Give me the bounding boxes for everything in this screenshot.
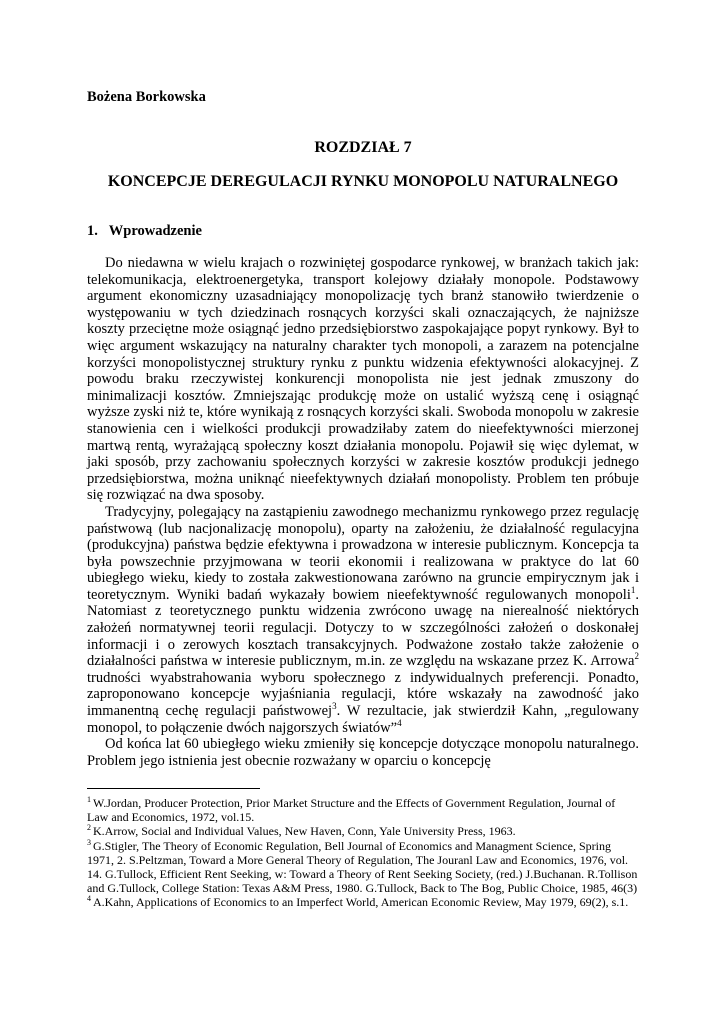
footnote-text: W.Jordan, Producer Protection, Prior Market Structure and the Effects of Government Regulation, Journal of Law and Economics, 1972, vol.15. — [87, 796, 616, 825]
paragraph-1: Do niedawna w wielu krajach o rozwiniętej gospodarce rynkowej, w branżach takich jak: telekomunikacja, elektroenergetyka, transport kolejowy działały monopole. Podstawowy argument ekonomiczny uzasadniający monopolizację tych branż stanowiło twierdzenie o występowaniu w tych dziedzinach rosnących korzyści skali oznaczających, że najniższe koszty przeciętne może osiągnąć jedno przedsiębiorstwo zaspokajające popyt rynkowy. Był to więc argument wskazujący na naturalny charakter tych monopoli, a zarazem na potencjalne korzyści monopolistycznej struktury rynku z punktu widzenia efektywności alokacyjnej. Z powodu braku rzeczywistej konkurencji monopolista nie jest jednak zmuszony do minimalizacji kosztów. Zmniejszając produkcję może on ustalić wyższą cenę i osiągnąć wyższe zyski niż te, które wynikają z rosnących korzyści skali. Swoboda monopolu w zakresie stanowienia cen i wielkości produkcji prowadziłaby zatem do nieefektywności mierzonej martwą rentą, wyrażającą społeczny koszt działania monopolu. Pojawił się więc dylemat, w jaki sposób, przy zachowaniu społecznych korzyści w zakresie kosztów produkcji jednego przedsiębiorstwa, można uniknąć nieefektywnych działań monopolisty. Problem ten próbuje się rozwiązać na dwa sposoby. — [87, 255, 639, 504]
section-number: 1. — [87, 223, 98, 239]
chapter-title: KONCEPCJE DEREGULACJI RYNKU MONOPOLU NATURALNEGO — [107, 173, 619, 190]
body-text — [87, 255, 639, 769]
paragraph-3: Od końca lat 60 ubiegłego wieku zmieniły się koncepcje dotyczące monopolu naturalnego. Problem jego istnienia jest obecnie rozważany w oparciu o koncepcję — [87, 736, 639, 769]
footnote — [87, 895, 639, 909]
section-title: Wprowadzenie — [108, 223, 202, 239]
footnote — [87, 839, 639, 896]
footnote-mark: 1 — [87, 795, 91, 804]
footnote — [87, 824, 639, 838]
footnote-text: G.Stigler, The Theory of Economic Regulation, Bell Journal of Economics and Managment Science, Spring 1971, 2. S.Peltzman, Toward a More General Theory of Regulation, The Jouranl Law and Economics, 1976, vol. 14. G.Tullock, Efficient Rent Seeking, w: Toward a Theory of Rent Seeking Society, (red.) J.Buchanan. R.Tollison and G.Tullock, College Station: Texas A&M Press, 1980. G.Tullock, Back to The Bog, Public Choice, 1985, 46(3) — [87, 838, 638, 896]
footnote — [87, 796, 639, 824]
footnote-separator — [87, 788, 260, 789]
footnote-mark: 3 — [87, 837, 91, 847]
footnote-ref-1: 1 — [630, 585, 636, 596]
footnote-ref-3: 3 — [332, 701, 337, 712]
section-heading — [87, 223, 202, 240]
paragraph-2 — [87, 504, 639, 736]
paragraph-2-part-a: Tradycyjny, polegający na zastąpieniu zawodnego mechanizmu rynkowego przez regulację państwową (lub nacjonalizację monopolu), oparty na założeniu, że działalność regulacyjna (produkcyjna) państwa będzie efektywna i prowadzona w interesie publicznym. Koncepcja ta była powszechnie przyjmowana w teorii ekonomii i realizowana w praktyce do lat 60 ubiegłego wieku, kiedy to została zakwestionowana zarówno na gruncie empirycznym jak i teoretycznym. Wyniki badań wykazały bowiem nieefektywność regulowanych monopoli — [87, 503, 639, 603]
footnote-ref-2: 2 — [634, 651, 639, 662]
footnotes — [87, 796, 639, 910]
author-name: Bożena Borkowska — [87, 89, 206, 105]
footnote-ref-4: 4 — [397, 717, 402, 728]
footnote-text: K.Arrow, Social and Individual Values, New Haven, Conn, Yale University Press, 1963. — [93, 824, 516, 839]
paragraph-2-part-b: . Natomiast z teoretycznego punktu widzenia zwrócono uwagę na nierealność niektórych założeń normatywnej teorii regulacji. Dotyczy to w szczególności założeń o doskonałej informacji i o zerowych kosztach transakcyjnych. Podważone zostało także założenie o działalności państwa w interesie publicznym, m.in. ze względu na wskazane przez K. Arrowa — [87, 586, 639, 670]
footnote-mark: 4 — [87, 894, 91, 904]
paragraph-2-part-d: . W rezultacie, jak stwierdził Kahn, „regulowany monopol, to połączenie dwóch najgorszych światów” — [87, 703, 639, 736]
footnote-text: A.Kahn, Applications of Economics to an Imperfect World, American Economic Review, May 1979, 69(2), s.1. — [93, 895, 629, 910]
paragraph-2-part-c: trudności wyabstrahowania wyboru społecznego z indywidualnych preferencji. Ponadto, zaproponowano koncepcje wyjaśniania regulacji, które wskazały na zawodność jako immanentną cechę regulacji państwowej — [87, 669, 639, 720]
footnote-mark: 2 — [87, 823, 91, 833]
chapter-number: ROZDZIAŁ 7 — [314, 139, 412, 156]
